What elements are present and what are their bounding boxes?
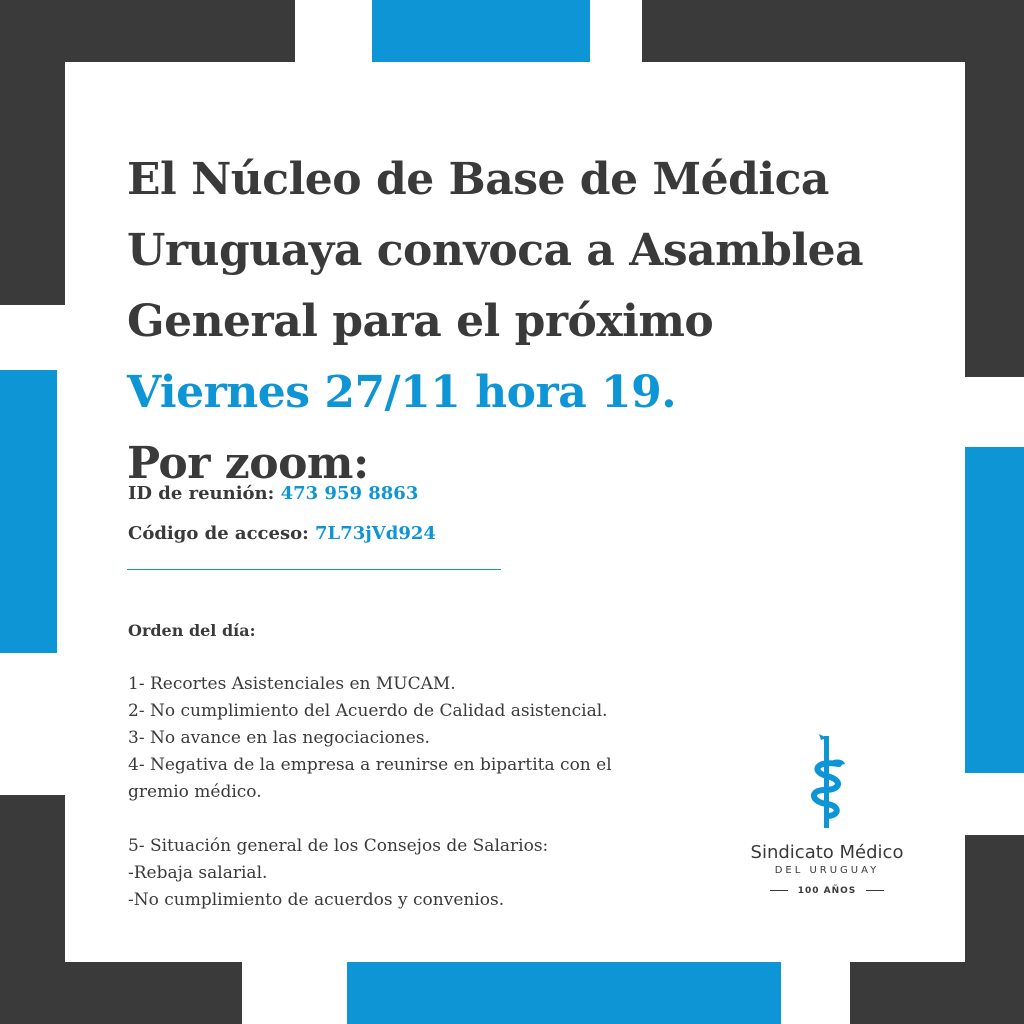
- meeting-date: Viernes 27/11 hora 19.: [127, 367, 677, 418]
- agenda-item: -No cumplimiento de acuerdos y convenios.: [128, 890, 505, 910]
- logo-dash-left: [770, 890, 788, 891]
- meeting-id-label: ID de reunión:: [128, 483, 275, 504]
- blue-bar-left: [0, 370, 57, 653]
- blue-bar-bottom: [347, 962, 781, 1024]
- headline: [127, 144, 927, 499]
- staff-of-asclepius-icon: [805, 734, 849, 830]
- announcement-card: [65, 62, 965, 962]
- agenda-gap: [128, 806, 708, 833]
- agenda-item: 2- No cumplimiento del Acuerdo de Calidad asistencial.: [128, 701, 608, 721]
- agenda-list: [128, 671, 708, 914]
- agenda-item: 4- Negativa de la empresa a reunirse en bipartita con el: [128, 755, 612, 775]
- logo-years-label: 100 AÑOS: [797, 886, 857, 896]
- logo-subtitle: DEL URUGUAY: [774, 865, 880, 876]
- meeting-id-value: 473 959 8863: [280, 483, 419, 504]
- agenda-item: 5- Situación general de los Consejos de Salarios:: [128, 836, 549, 856]
- divider: [127, 569, 501, 570]
- logo-name: Sindicato Médico: [750, 842, 904, 863]
- logo-dash-right: [866, 890, 884, 891]
- logo-years: [727, 886, 927, 896]
- blue-bar-right: [965, 447, 1024, 773]
- headline-line-1: El Núcleo de Base de Médica: [127, 154, 829, 205]
- access-code-value: 7L73jVd924: [315, 523, 436, 544]
- agenda-title: Orden del día:: [128, 621, 256, 640]
- agenda-item: 1- Recortes Asistenciales en MUCAM.: [128, 674, 456, 694]
- headline-line-3: General para el próximo: [127, 296, 714, 347]
- access-code-label: Código de acceso:: [128, 523, 309, 544]
- blue-bar-top: [372, 0, 590, 62]
- agenda-item: gremio médico.: [128, 782, 262, 802]
- access-code-row: [128, 523, 436, 544]
- agenda-item: -Rebaja salarial.: [128, 863, 268, 883]
- sindicato-logo: [727, 734, 927, 896]
- zoom-heading: Por zoom:: [127, 438, 369, 489]
- headline-line-2: Uruguaya convoca a Asamblea: [127, 225, 864, 276]
- meeting-id-row: [128, 483, 418, 504]
- agenda-item: 3- No avance en las negociaciones.: [128, 728, 430, 748]
